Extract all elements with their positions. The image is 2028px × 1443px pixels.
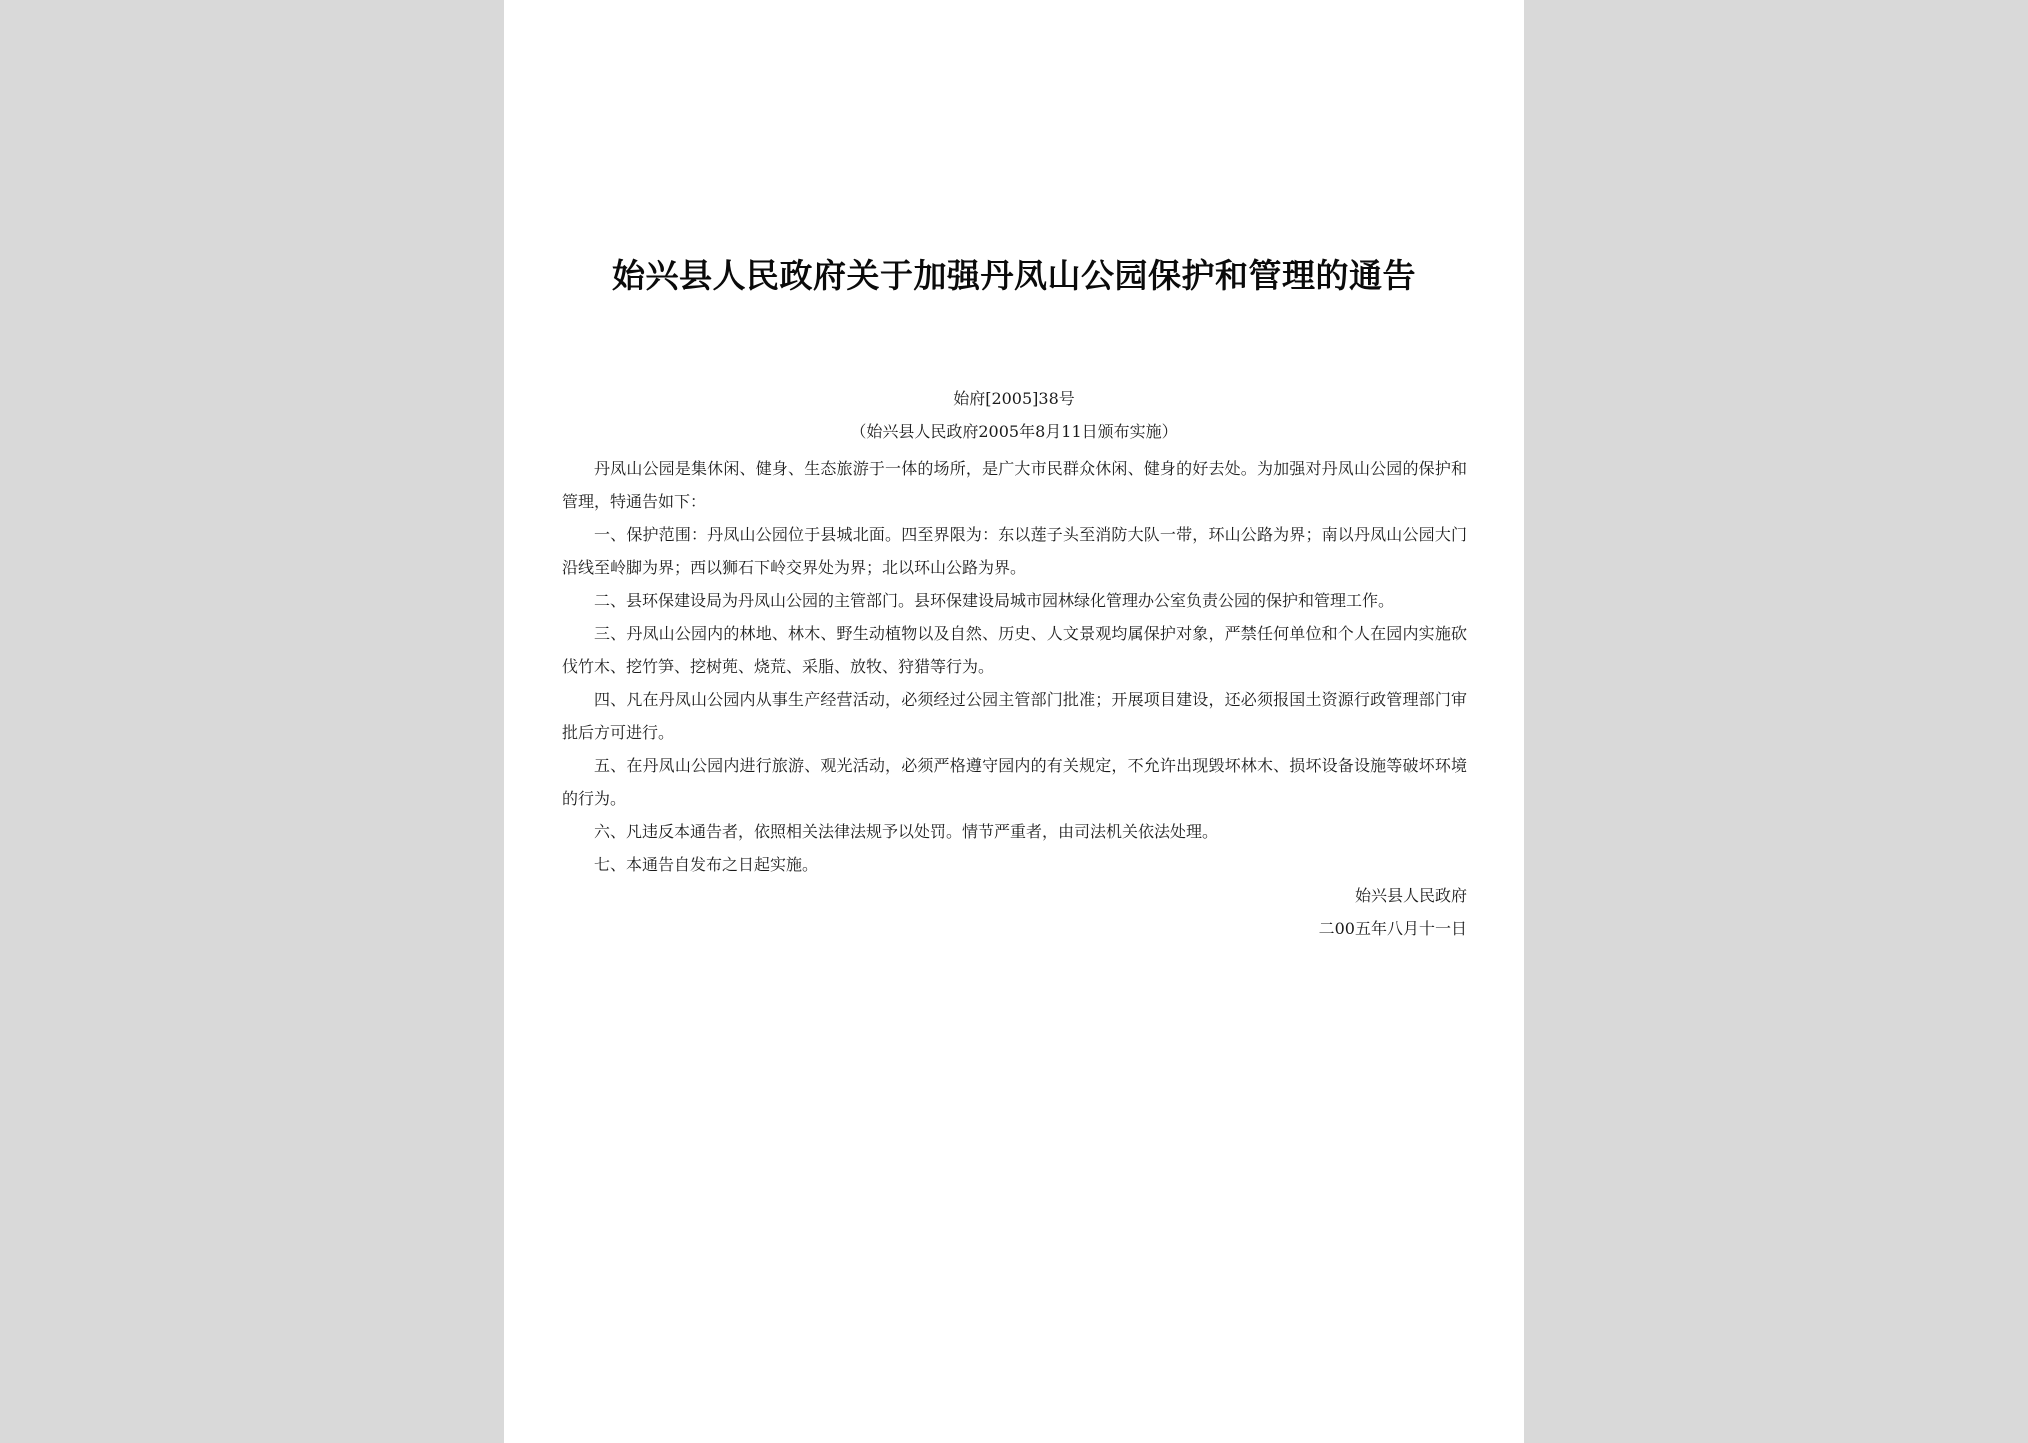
issue-date: 二00五年八月十一日 — [1318, 919, 1467, 938]
paragraph-7: 七、本通告自发布之日起实施。 — [594, 855, 819, 874]
document-page — [504, 0, 1524, 1443]
paragraph-4: 四、凡在丹凤山公园内从事生产经营活动，必须经过公园主管部门批准；开展项目建设，还必须报国土资源行政管理部门审批后方可进行。 — [562, 690, 1467, 742]
paragraph-5: 五、在丹凤山公园内进行旅游、观光活动，必须严格遵守园内的有关规定，不允许出现毁坏林木、损坏设备设施等破坏环境的行为。 — [562, 756, 1467, 808]
paragraph-2: 二、县环保建设局为丹凤山公园的主管部门。县环保建设局城市园林绿化管理办公室负责公园的保护和管理工作。 — [594, 591, 1395, 610]
signature-block — [1319, 879, 1467, 945]
document-body — [562, 452, 1467, 881]
issuer-name: 始兴县人民政府 — [1354, 886, 1467, 905]
paragraph-intro: 丹凤山公园是集休闲、健身、生态旅游于一体的场所，是广大市民群众休闲、健身的好去处。为加强对丹凤山公园的保护和管理，特通告如下： — [562, 459, 1467, 511]
paragraph-6: 六、凡违反本通告者，依照相关法律法规予以处罚。情节严重者，由司法机关依法处理。 — [594, 822, 1219, 841]
document-title: 始兴县人民政府关于加强丹凤山公园保护和管理的通告 — [612, 256, 1416, 295]
promulgation-note: （始兴县人民政府2005年8月11日颁布实施） — [850, 422, 1178, 441]
document-number: 始府[2005]38号 — [953, 389, 1075, 408]
paragraph-1: 一、保护范围：丹凤山公园位于县城北面。四至界限为：东以莲子头至消防大队一带，环山公路为界；南以丹凤山公园大门沿线至岭脚为界；西以狮石下岭交界处为界；北以环山公路为界。 — [562, 525, 1467, 577]
paragraph-3: 三、丹凤山公园内的林地、林木、野生动植物以及自然、历史、人文景观均属保护对象，严禁任何单位和个人在园内实施砍伐竹木、挖竹笋、挖树蔸、烧荒、采脂、放牧、狩猎等行为。 — [562, 624, 1467, 676]
